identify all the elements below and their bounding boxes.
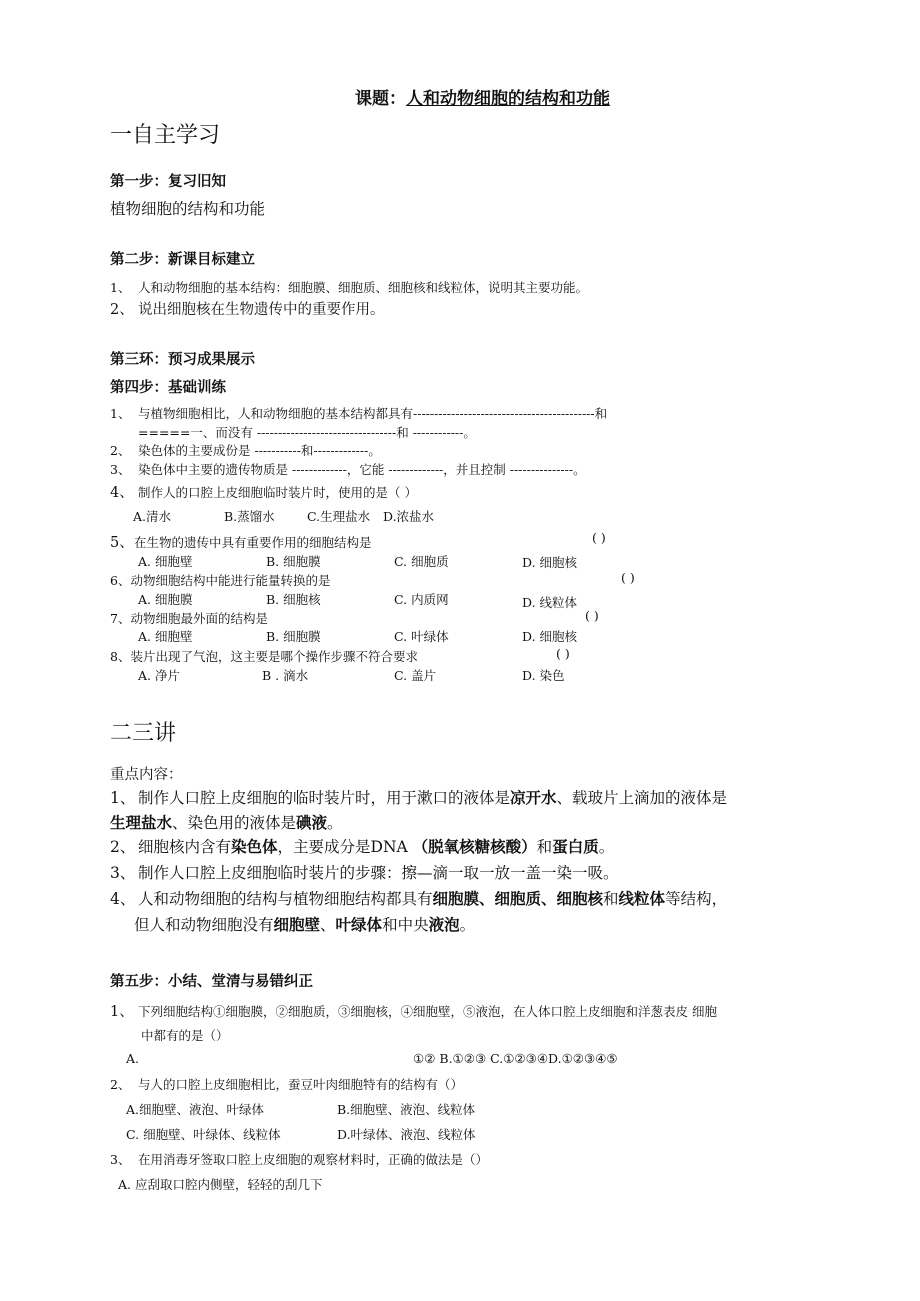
step1-heading: 第一步：复习旧知: [110, 174, 226, 190]
document-title: 课题：人和动物细胞的结构和功能: [355, 89, 610, 109]
q7-paren: ( ): [585, 608, 599, 623]
step1-text: 植物细胞的结构和功能: [110, 200, 266, 218]
key-point-3: 3、 制作人口腔上皮细胞临时装片的步骤：擦—滴一取一放一盖一染一吸。: [110, 864, 619, 882]
review-q2-option: A.细胞壁、液泡、叶绿体: [126, 1102, 265, 1117]
q5-paren: ( ): [592, 530, 606, 545]
q7-option: C. 叶绿体: [394, 629, 449, 644]
q5-option: D. 细胞核: [522, 555, 578, 570]
question-2: 2、 染色体的主要成份是 -----------和-------------。: [110, 443, 381, 458]
q6-option: B. 细胞核: [266, 592, 321, 607]
question-3: 3、 染色体中主要的遗传物质是 -------------，它能 -------------，并且控制 ---------------。: [110, 462, 586, 477]
review-q1-options: ①② B.①②③ C.①②③④D.①②③④⑤: [413, 1051, 618, 1066]
question-1: 1、 与植物细胞相比，人和动物细胞的基本结构都具有-------------------------------------------和: [110, 406, 608, 421]
question-6: 6、动物细胞结构中能进行能量转换的是: [110, 573, 331, 588]
question-7: 7、动物细胞最外面的结构是: [110, 611, 268, 626]
section-heading-1: 一自主学习: [110, 123, 221, 148]
review-q2-option: C. 细胞壁、叶绿体、线粒体: [126, 1127, 281, 1142]
q8-option: C. 盖片: [394, 668, 437, 683]
step4-heading: 第四步：基础训练: [110, 380, 226, 396]
key-point-1-cont: 生理盐水、染色用的液体是碘液。: [110, 814, 343, 832]
key-point-1: 1、 制作人口腔上皮细胞的临时装片时，用于漱口的液体是凉开水、载玻片上滴加的液体是: [110, 789, 728, 807]
q5-option: C. 细胞质: [394, 554, 449, 569]
step2-heading: 第二步：新课目标建立: [110, 252, 255, 268]
key-content-label: 重点内容：: [110, 767, 183, 783]
q4-option: A.清水: [133, 509, 172, 524]
q4-option: B.蒸馏水: [224, 509, 275, 524]
q4-option: C.生理盐水: [307, 509, 371, 524]
question-1-cont: =====一、而没有 ---------------------------------和 ------------。: [138, 425, 476, 440]
q8-option: D. 染色: [522, 668, 565, 683]
q6-option: C. 内质网: [394, 592, 449, 607]
q8-paren: ( ): [556, 646, 570, 661]
section-heading-2: 二三讲: [110, 721, 177, 746]
q7-option: D. 细胞核: [522, 629, 578, 644]
review-question-1-cont: 中都有的是（）: [141, 1028, 229, 1043]
title-topic: 人和动物细胞的结构和功能: [406, 89, 610, 109]
q8-option: B . 滴水: [262, 668, 309, 683]
q6-paren: ( ): [621, 570, 635, 585]
review-question-1: 1、 下列细胞结构①细胞膜，②细胞质，③细胞核，④细胞壁，⑤液泡，在人体口腔上皮细胞和洋葱表皮 细胞: [110, 1004, 717, 1020]
q7-option: B. 细胞膜: [266, 629, 321, 644]
review-question-3: 3、 在用消毒牙签取口腔上皮细胞的观察材料时，正确的做法是（）: [110, 1152, 489, 1167]
step5-heading: 第五步：小结、堂清与易错纠正: [110, 974, 313, 990]
key-point-2: 2、 细胞核内含有染色体，主要成分是DNA （脱氧核糖核酸）和蛋白质。: [110, 838, 615, 856]
q6-option: D. 线粒体: [522, 595, 578, 610]
question-8: 8、装片出现了气泡，这主要是哪个操作步骤不符合要求: [110, 649, 418, 664]
review-q2-option: B.细胞壁、液泡、线粒体: [337, 1102, 476, 1117]
review-q3-option-a: A. 应刮取口腔内侧壁，轻轻的刮几下: [118, 1177, 323, 1192]
goal-item: 1、 人和动物细胞的基本结构：细胞膜、细胞质、细胞核和线粒体，说明其主要功能。: [110, 280, 589, 295]
review-question-2: 2、 与人的口腔上皮细胞相比，蚕豆叶肉细胞特有的结构有（）: [110, 1077, 464, 1092]
q5-option: A. 细胞壁: [138, 554, 193, 569]
goal-item: 2、 说出细胞核在生物遗传中的重要作用。: [110, 302, 385, 318]
q6-option: A. 细胞膜: [138, 592, 193, 607]
key-point-4-cont: 但人和动物细胞没有细胞壁、叶绿体和中央液泡。: [134, 916, 476, 934]
q4-option: D.浓盐水: [383, 509, 435, 524]
key-point-4: 4、 人和动物细胞的结构与植物细胞结构都具有细胞膜、细胞质、细胞核和线粒体等结构，: [110, 890, 728, 908]
q7-option: A. 细胞壁: [138, 629, 193, 644]
q5-option: B. 细胞膜: [266, 554, 321, 569]
review-q1-option-a: A.: [126, 1051, 140, 1066]
q8-option: A. 净片: [138, 668, 180, 683]
step3-heading: 第三环：预习成果展示: [110, 352, 255, 368]
question-5: 5、在生物的遗传中具有重要作用的细胞结构是: [110, 535, 372, 551]
question-4: 4、 制作人的口腔上皮细胞临时装片时，使用的是（ ）: [110, 485, 417, 501]
review-q2-option: D.叶绿体、液泡、线粒体: [337, 1127, 476, 1142]
